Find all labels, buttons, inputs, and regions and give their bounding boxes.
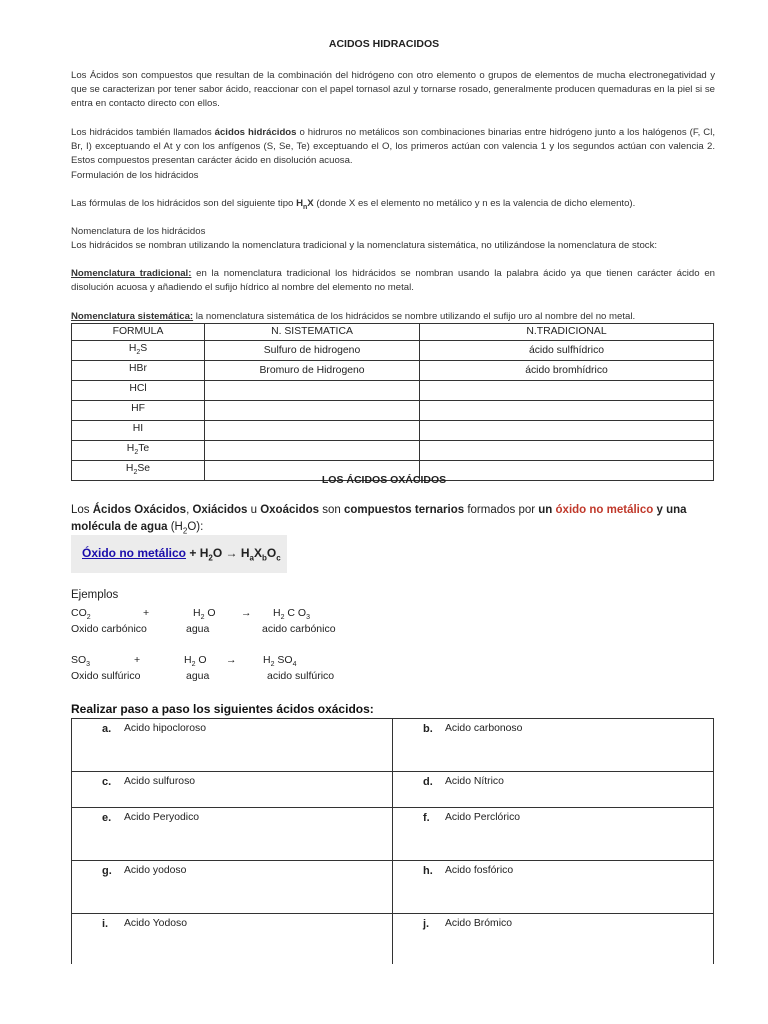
table-header-row	[72, 324, 714, 341]
table-row	[72, 380, 714, 400]
exercise-cell[interactable]	[393, 719, 714, 772]
exercise-name: Acido yodoso	[124, 865, 187, 876]
exercise-cell[interactable]	[72, 914, 393, 965]
tradicional-cell: ácido sulfhídrico	[420, 340, 714, 360]
exercise-name: Acido Nítrico	[445, 776, 504, 787]
formula-cell: HI	[72, 420, 205, 440]
table-row	[72, 360, 714, 380]
exercise-row	[72, 914, 714, 965]
exercise-name: Acido hipocloroso	[124, 723, 207, 734]
exercise-cell[interactable]	[72, 772, 393, 808]
exercise-letter: d.	[423, 776, 433, 788]
exercise-name: Acido Brómico	[445, 918, 512, 929]
exercise-letter: e.	[102, 812, 112, 824]
oxido-no-metalico-link[interactable]: Óxido no metálico	[82, 546, 187, 560]
exercise-letter: h.	[423, 865, 433, 877]
exercise-name: Acido Yodoso	[124, 918, 187, 929]
formula-cell: HCl	[72, 380, 205, 400]
example1-reactant2: $H_2$ O	[193, 607, 216, 622]
sistematica-cell: Bromuro de Hidrogeno	[205, 360, 420, 380]
example1-name2: agua	[186, 623, 210, 635]
paragraph-formula-type: Las fórmulas de los hidrácidos son del siguiente tipo $H_nX$ (donde X es el elemento no metálico y n es la valencia de dicho elemento).	[71, 198, 636, 211]
paragraph-acids-definition: Los Ácidos son compuestos que resultan de la combinación del hidrógeno con otro elemento o grupos de elementos de mucha electronegatividad y que se caracterizan por tener sabor ácido, reaccionar con el papel tornasol azul y tornarse rosado, generalmente producen quemaduras en la piel si se entra en contacto directo con ellos.	[71, 70, 715, 110]
table-header: N. SISTEMATICA	[205, 324, 420, 341]
sistematica-cell[interactable]	[205, 440, 420, 460]
tradicional-cell[interactable]	[420, 440, 714, 460]
exercise-row	[72, 772, 714, 808]
sistematica-cell: Sulfuro de hidrogeno	[205, 340, 420, 360]
paragraph-hidracidos-definition: Los hidrácidos también llamados ácidos hidrácidos o hidruros no metálicos son combinaciones binarias entre hidrógeno junto a los halógenos (F, Cl, Br, I) exceptuando el At y con los anfígenos (S, Se, Te) exceptuando el O, los primeros actúan con valencia 1 y los segundos actúan con valencia 2. Estos compuestos presentan carácter ácido en disolución acuosa. Formulación de los hidrácidos	[71, 127, 715, 181]
hidracidos-table	[71, 323, 714, 481]
section-title-oxacidos: LOS ÁCIDOS OXÁCIDOS	[321, 474, 447, 486]
sistematica-cell[interactable]	[205, 420, 420, 440]
exercise-cell[interactable]	[393, 808, 714, 861]
example2-reactant2: $H_2$ O	[184, 654, 207, 669]
exercise-cell[interactable]	[393, 861, 714, 914]
formula-cell: $H_2S$	[72, 340, 205, 360]
exercise-letter: i.	[102, 918, 109, 930]
example2-plus: +	[134, 654, 141, 666]
exercise-row	[72, 808, 714, 861]
table-row	[72, 420, 714, 440]
example2-product: $H_2$ $SO_4$	[263, 654, 297, 669]
example2-name1: Oxido sulfúrico	[71, 670, 141, 682]
exercise-cell[interactable]	[72, 808, 393, 861]
example1-name1: Oxido carbónico	[71, 623, 147, 635]
table-header: FORMULA	[72, 324, 205, 341]
example2-name2: agua	[186, 670, 210, 682]
exercise-cell[interactable]	[393, 772, 714, 808]
formula-cell: $H_2Te$	[72, 440, 205, 460]
exercise-heading: Realizar paso a paso los siguientes ácidos oxácidos:	[71, 702, 374, 716]
exercise-letter: b.	[423, 723, 433, 735]
sistematica-cell[interactable]	[205, 400, 420, 420]
exercise-letter: a.	[102, 723, 112, 735]
example2-reactant1: $SO_3$	[71, 654, 91, 669]
exercise-row	[72, 719, 714, 772]
examples-heading: Ejemplos	[71, 589, 119, 601]
example2-name3: acido sulfúrico	[267, 670, 335, 682]
general-formula-box	[71, 535, 287, 573]
paragraph-nomenclatura: Nomenclatura de los hidrácidos Los hidrácidos se nombran utilizando la nomenclatura tradicional y la nomenclatura sistemática, no utilizándose la nomenclatura de stock:	[71, 226, 658, 252]
example1-reactant1: $CO_2$	[71, 607, 91, 622]
section-title-hidracidos: ACIDOS HIDRACIDOS	[328, 38, 440, 50]
exercise-letter: g.	[102, 865, 112, 877]
exercise-row	[72, 861, 714, 914]
sistematica-cell[interactable]	[205, 380, 420, 400]
exercise-cell[interactable]	[72, 719, 393, 772]
exercise-cell[interactable]	[393, 914, 714, 965]
exercise-name: Acido sulfuroso	[124, 776, 196, 787]
exercise-letter: c.	[102, 776, 112, 788]
exercise-name: Acido Peryodico	[124, 812, 200, 823]
exercise-table	[71, 718, 714, 964]
table-row	[72, 440, 714, 460]
example1-name3: acido carbónico	[262, 623, 336, 635]
paragraph-oxacidos-definition: Los Ácidos Oxácidos, Oxiácidos u Oxoácidos son compuestos ternarios formados por un óxido no metálico y una molécula de agua $(H_2O)$:	[71, 504, 687, 536]
formula-cell: HF	[72, 400, 205, 420]
general-formula: Óxido no metálico + $H_2O \to H_aX_bO_c$	[82, 546, 281, 563]
formula-cell: $H_2Se$	[72, 461, 205, 481]
example2-arrow: →	[226, 654, 237, 666]
exercise-cell[interactable]	[72, 861, 393, 914]
table-header: N.TRADICIONAL	[420, 324, 714, 341]
table-row	[72, 340, 714, 360]
exercise-name: Acido carbonoso	[445, 723, 523, 734]
exercise-letter: j.	[423, 918, 430, 930]
paragraph-nomenclatura-tradicional: Nomenclatura tradicional: en la nomenclatura tradicional los hidrácidos se nombran usando la palabra ácido ya que tienen carácter ácido en disolución acuosa y añadiendo el sufijo hídrico al nombre del elemento no metal.	[71, 268, 715, 294]
tradicional-cell[interactable]	[420, 420, 714, 440]
tradicional-cell[interactable]	[420, 380, 714, 400]
tradicional-cell: ácido bromhídrico	[420, 360, 714, 380]
exercise-letter: f.	[423, 812, 430, 824]
table-row	[72, 400, 714, 420]
example1-product: $H_2$ C $O_3$	[273, 607, 310, 622]
subheading-formulacion: Formulación de los hidrácidos	[71, 169, 199, 181]
subheading-nomenclatura: Nomenclatura de los hidrácidos	[71, 226, 206, 237]
tradicional-cell[interactable]	[420, 400, 714, 420]
example1-arrow: →	[241, 607, 252, 619]
exercise-name: Acido Perclórico	[445, 812, 521, 823]
formula-cell: HBr	[72, 360, 205, 380]
exercise-name: Acido fosfórico	[445, 865, 514, 876]
paragraph-nomenclatura-sistematica: Nomenclatura sistemática: la nomenclatura sistemática de los hidrácidos se nombre utilizando el sufijo uro al nombre del no metal.	[71, 311, 636, 322]
example1-plus: +	[143, 607, 150, 619]
